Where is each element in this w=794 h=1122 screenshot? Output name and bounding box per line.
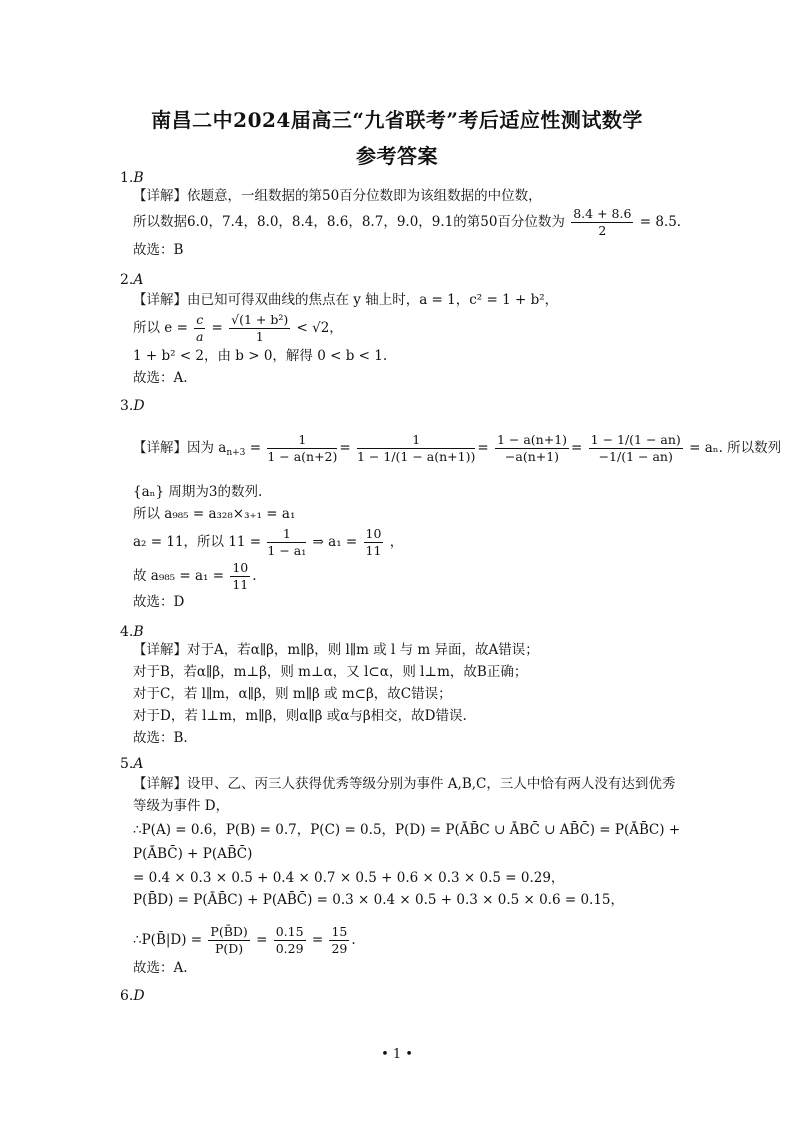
numerator: 15 bbox=[331, 924, 348, 939]
equals: = bbox=[249, 440, 262, 456]
q1-explanation-line: 【详解】依题意，一组数据的第50百分位数即为该组数据的中位数， bbox=[133, 188, 542, 204]
numerator: √(1 + b²) bbox=[231, 312, 289, 327]
page-number: • 1 • bbox=[381, 1047, 413, 1062]
q3-fraction-5 bbox=[267, 526, 306, 559]
question-4-heading bbox=[120, 624, 144, 640]
q3-fraction-6 bbox=[364, 526, 384, 559]
q3-text: 故 a₉₈₅ = a₁ = bbox=[133, 568, 225, 584]
numerator: 1 bbox=[267, 432, 337, 449]
q5-line-1: 【详解】设甲、乙、丙三人获得优秀等级分别为事件 A,B,C，三人中恰有两人没有达到优秀 bbox=[133, 776, 676, 792]
question-1-heading bbox=[120, 170, 144, 186]
numerator: 1 − 1/(1 − an) bbox=[590, 432, 681, 447]
q5-line-6: P(B̄D) = P(ĀB̄C) + P(AB̄C̄) = 0.3 × 0.4 × 0.5 + 0.3 × 0.5 × 0.6 = 0.15， bbox=[133, 892, 625, 908]
answer-letter: B bbox=[133, 170, 144, 186]
q3-index-line: 所以 a₉₈₅ = a₃₂₈×₃₊₁ = a₁ bbox=[133, 506, 296, 522]
q4-line-c: 对于C，若 l∥m，α∥β，则 m∥β 或 m⊂β，故C错误； bbox=[133, 686, 452, 702]
question-3-heading bbox=[120, 398, 145, 414]
q2-explanation-line: 【详解】由已知可得双曲线的焦点在 y 轴上时，a = 1，c² = 1 + b²， bbox=[133, 292, 559, 308]
numerator: c bbox=[196, 312, 204, 327]
q2-fraction-c-a bbox=[194, 312, 205, 345]
q3-implies: ⇒ a₁ = bbox=[312, 534, 358, 550]
question-5-heading bbox=[120, 756, 143, 772]
q5-fraction-3 bbox=[329, 924, 349, 957]
q3-conclusion: = aₙ. 所以数列 bbox=[689, 440, 782, 456]
numerator: 0.15 bbox=[275, 924, 304, 939]
subscript: n+3 bbox=[226, 448, 246, 458]
q4-line-a: 【详解】对于A，若α∥β，m∥β，则 l∥m 或 l 与 m 异面，故A错误； bbox=[133, 642, 539, 658]
denominator: a bbox=[195, 329, 204, 344]
q3-fraction-2 bbox=[357, 432, 475, 465]
denominator: −1/(1 − an) bbox=[598, 449, 673, 464]
q5-fraction-2 bbox=[274, 924, 306, 957]
q1-equation-line bbox=[133, 206, 681, 239]
q3-fraction-7 bbox=[230, 560, 250, 593]
question-6-heading bbox=[120, 988, 145, 1004]
answer-letter: A bbox=[133, 272, 144, 288]
numerator: 1 bbox=[267, 526, 306, 543]
denominator: 29 bbox=[331, 941, 348, 956]
denominator: 1 − a₁ bbox=[267, 543, 307, 558]
q1-choice-line: 故选：B bbox=[133, 242, 184, 258]
q5-conditional-line bbox=[133, 924, 356, 957]
question-number: 3. bbox=[120, 398, 134, 414]
q5-fraction-1 bbox=[208, 924, 249, 957]
numerator: 10 bbox=[365, 526, 382, 541]
q5-line-5: = 0.4 × 0.3 × 0.5 + 0.4 × 0.7 × 0.5 + 0.6 × 0.3 × 0.5 = 0.29， bbox=[133, 870, 565, 886]
q3-fraction-3 bbox=[495, 432, 569, 465]
denominator: 1 bbox=[255, 329, 264, 344]
question-number: 6. bbox=[120, 988, 134, 1004]
question-2-heading bbox=[120, 272, 143, 288]
answer-letter: D bbox=[133, 398, 145, 414]
q3-result-line bbox=[133, 560, 257, 593]
question-number: 2. bbox=[120, 272, 134, 288]
q5-line-4: P(ĀBC̄) + P(AB̄C̄) bbox=[133, 846, 253, 862]
q3-choice-line: 故选：D bbox=[133, 594, 185, 610]
numerator: 1 bbox=[357, 432, 475, 449]
denominator: 1 − a(n+2) bbox=[267, 449, 338, 464]
q2-fraction-sqrt bbox=[229, 312, 290, 345]
q2-text: 所以 e = bbox=[133, 320, 188, 336]
numerator: 1 − a(n+1) bbox=[496, 432, 568, 447]
q3-period-line: {aₙ} 周期为3的数列. bbox=[133, 484, 263, 500]
answer-letter: D bbox=[133, 988, 145, 1004]
q1-fraction bbox=[571, 206, 633, 239]
denominator: 11 bbox=[365, 543, 382, 558]
q3-comma: ， bbox=[389, 534, 404, 550]
denominator: 11 bbox=[232, 577, 249, 592]
answer-letter: B bbox=[133, 624, 144, 640]
page-subtitle: 参考答案 bbox=[356, 144, 438, 168]
q4-choice-line: 故选：B. bbox=[133, 730, 188, 746]
q2-inequality: < √2， bbox=[296, 320, 343, 336]
question-number: 5. bbox=[120, 756, 134, 772]
numerator: P(B̄D) bbox=[210, 924, 248, 939]
q5-line-2: 等级为事件 D， bbox=[133, 798, 230, 814]
page-title: 南昌二中2024届高三“九省联考”考后适应性测试数学 bbox=[151, 108, 643, 132]
q5-choice-line: 故选：A. bbox=[133, 960, 188, 976]
q3-fraction-4 bbox=[589, 432, 683, 465]
q3-equation-line: 【详解】因为 $a_{n+3}$ = $\frac{1}{1 - a(n+2)}$ = $\frac{1}{1 - 1/(1 - a(n+1))}$ = $\frac{1 - a(n+1)}{-a(n+1)}$ = $\frac{1 - 1/(1 - an)}{-1/(1 - an)}$ = aₙ. 所以数列 bbox=[133, 432, 782, 464]
q3-text: 【详解】因为 a bbox=[133, 440, 227, 456]
q4-line-d: 对于D，若 l⊥m，m∥β，则α∥β 或α与β相交，故D错误. bbox=[133, 708, 467, 724]
answer-letter: A bbox=[133, 756, 144, 772]
q2-equation-line bbox=[133, 312, 343, 345]
q5-line-3: ∴P(A) = 0.6，P(B) = 0.7，P(C) = 0.5，P(D) = P(ĀB̄C ∪ ĀBC̄ ∪ AB̄C̄) = P(ĀB̄C) + bbox=[133, 822, 681, 838]
q4-line-b: 对于B，若α∥β，m⊥β，则 m⊥α，又 l⊂α，则 l⊥m，故B正确； bbox=[133, 664, 528, 680]
equals: = bbox=[256, 932, 268, 948]
numerator: 8.4 + 8.6 bbox=[573, 206, 632, 221]
denominator: 0.29 bbox=[275, 941, 304, 956]
q5-period: . bbox=[351, 932, 356, 948]
denominator: 2 bbox=[598, 223, 607, 238]
numerator: 10 bbox=[232, 560, 249, 575]
q3-fraction-1 bbox=[267, 432, 337, 465]
q2-equals: = bbox=[211, 320, 223, 336]
q3-solve-line bbox=[133, 526, 403, 559]
q2-solve-line: 1 + b² < 2，由 b > 0，解得 0 < b < 1. bbox=[133, 348, 388, 364]
q1-text: 所以数据6.0，7.4，8.0，8.4，8.6，8.7，9.0，9.1的第50百分位数为 bbox=[133, 214, 565, 230]
q1-result: = 8.5. bbox=[639, 214, 682, 230]
q3-text: a₂ = 11，所以 11 = bbox=[133, 534, 262, 550]
denominator: −a(n+1) bbox=[504, 449, 560, 464]
denominator: P(D) bbox=[215, 941, 244, 956]
q2-choice-line: 故选：A. bbox=[133, 370, 188, 386]
q5-text: ∴P(B̄|D) = bbox=[133, 932, 203, 948]
question-number: 4. bbox=[120, 624, 134, 640]
equals: = bbox=[311, 932, 324, 948]
q3-period: . bbox=[252, 568, 257, 584]
denominator: 1 − 1/(1 − a(n+1)) bbox=[357, 449, 476, 464]
question-number: 1. bbox=[120, 170, 134, 186]
